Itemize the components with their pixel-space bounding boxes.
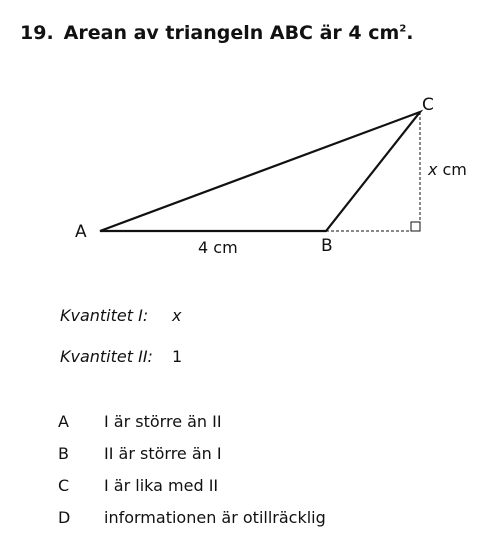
height-variable: x xyxy=(428,160,438,179)
right-angle-marker xyxy=(411,222,420,231)
option-text: I är lika med II xyxy=(104,476,219,495)
question-text-end: . xyxy=(406,22,414,44)
height-label xyxy=(427,160,467,179)
option-letter: C xyxy=(58,476,70,495)
option-text: I är större än II xyxy=(104,412,222,431)
question-text-superscript: 2 xyxy=(399,23,407,35)
question-number: 19. xyxy=(20,22,54,44)
option-text: informationen är otillräcklig xyxy=(104,508,326,527)
option-b[interactable] xyxy=(58,444,326,476)
quantity-one-label: Kvantitet I: xyxy=(60,306,149,325)
height-unit: cm xyxy=(442,160,467,179)
answer-options xyxy=(58,412,326,540)
option-a[interactable] xyxy=(58,412,326,444)
question-heading xyxy=(20,22,414,44)
quantity-one-value: x xyxy=(172,306,182,325)
option-d[interactable] xyxy=(58,508,326,540)
base-length-label: 4 cm xyxy=(198,238,238,257)
quantity-two-value: 1 xyxy=(172,347,183,366)
option-letter: B xyxy=(58,444,69,463)
vertex-c-label: C xyxy=(422,95,434,115)
option-letter: D xyxy=(58,508,71,527)
quantity-one xyxy=(60,306,181,325)
quantity-two xyxy=(60,347,182,366)
option-letter: A xyxy=(58,412,69,431)
vertex-b-label: B xyxy=(321,236,333,256)
option-c[interactable] xyxy=(58,476,326,508)
triangle-abc xyxy=(100,112,420,231)
triangle-figure xyxy=(0,80,490,280)
question-text-main: Arean av triangeln ABC är 4 cm xyxy=(63,22,400,44)
option-text: II är större än I xyxy=(104,444,222,463)
quantity-two-label: Kvantitet II: xyxy=(60,347,153,366)
question-text xyxy=(64,22,414,44)
vertex-a-label: A xyxy=(75,222,87,242)
